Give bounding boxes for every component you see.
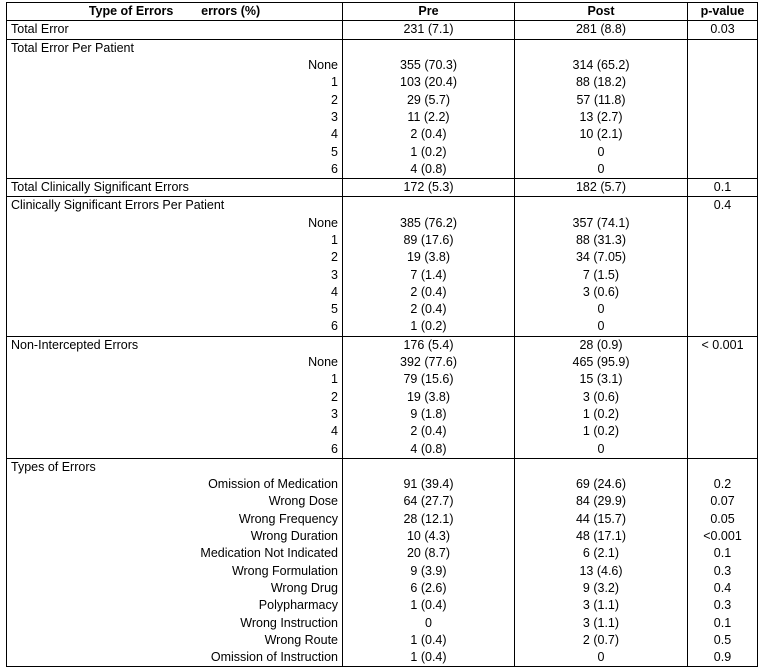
table-row [7,249,758,266]
table-header [7,3,758,21]
p-value [688,318,758,336]
p-value: <0.001 [688,528,758,545]
p-value [688,406,758,423]
table-row [7,74,758,91]
header-p-value: p-value [688,3,758,21]
post-value: 1 (0.2) [515,406,688,423]
row-label: None [7,215,343,232]
post-value: 57 (11.8) [515,91,688,108]
post-value: 84 (29.9) [515,493,688,510]
post-value: 34 (7.05) [515,249,688,266]
pre-value: 19 (3.8) [343,389,515,406]
row-label: Omission of Instruction [7,649,343,667]
pre-value: 231 (7.1) [343,21,515,39]
row-label: Types of Errors [7,458,343,476]
row-label: Wrong Formulation [7,563,343,580]
table-row [7,215,758,232]
pre-value: 20 (8.7) [343,545,515,562]
p-value: 0.3 [688,597,758,614]
p-value [688,371,758,388]
pre-value: 1 (0.4) [343,649,515,667]
pre-value: 2 (0.4) [343,301,515,318]
post-value: 0 [515,301,688,318]
p-value [688,389,758,406]
pre-value: 7 (1.4) [343,266,515,283]
p-value [688,249,758,266]
row-label: Clinically Significant Errors Per Patient [7,197,343,215]
pre-value: 29 (5.7) [343,91,515,108]
post-value: 3 (0.6) [515,389,688,406]
row-label: Omission of Medication [7,476,343,493]
table-row [7,423,758,440]
pre-value: 1 (0.2) [343,143,515,160]
row-label: Medication Not Indicated [7,545,343,562]
row-label: 5 [7,301,343,318]
pre-value: 2 (0.4) [343,423,515,440]
row-label: Total Error [7,21,343,39]
row-label: Total Clinically Significant Errors [7,178,343,196]
p-value [688,232,758,249]
table-row [7,440,758,458]
p-value: 0.1 [688,614,758,631]
post-value: 182 (5.7) [515,178,688,196]
row-label: 1 [7,74,343,91]
post-value: 13 (4.6) [515,563,688,580]
row-label: Wrong Frequency [7,511,343,528]
table-row [7,336,758,354]
p-value [688,91,758,108]
p-value [688,266,758,283]
table-row [7,197,758,215]
p-value: 0.07 [688,493,758,510]
p-value: 0.4 [688,580,758,597]
pre-value: 1 (0.2) [343,318,515,336]
row-label: 3 [7,266,343,283]
pre-value: 355 (70.3) [343,57,515,74]
p-value [688,354,758,371]
post-value: 0 [515,143,688,160]
pre-value [343,458,515,476]
post-value: 0 [515,649,688,667]
post-value: 281 (8.8) [515,21,688,39]
table-row [7,232,758,249]
header-type-of-errors: Type of Errors errors (%) [7,3,343,21]
pre-value: 28 (12.1) [343,511,515,528]
row-label: Non-Intercepted Errors [7,336,343,354]
table-row [7,21,758,39]
pre-value: 1 (0.4) [343,632,515,649]
error-table [6,2,758,667]
table-row [7,371,758,388]
post-value: 10 (2.1) [515,126,688,143]
post-value: 3 (1.1) [515,597,688,614]
table-row [7,406,758,423]
post-value: 465 (95.9) [515,354,688,371]
row-label: Wrong Drug [7,580,343,597]
row-label: Wrong Dose [7,493,343,510]
table-row [7,580,758,597]
p-value: 0.3 [688,563,758,580]
p-value: 0.5 [688,632,758,649]
row-label: 4 [7,423,343,440]
table-row [7,528,758,545]
table-row [7,91,758,108]
table-row [7,39,758,57]
post-value: 0 [515,440,688,458]
p-value [688,57,758,74]
header-row [7,3,758,21]
post-value: 69 (24.6) [515,476,688,493]
p-value [688,440,758,458]
row-label: 2 [7,91,343,108]
row-label: 5 [7,143,343,160]
post-value: 28 (0.9) [515,336,688,354]
row-label: Wrong Duration [7,528,343,545]
post-value: 3 (0.6) [515,284,688,301]
table-row [7,476,758,493]
row-label: 6 [7,318,343,336]
p-value: 0.4 [688,197,758,215]
post-value [515,39,688,57]
p-value [688,126,758,143]
pre-value: 9 (1.8) [343,406,515,423]
pre-value [343,197,515,215]
pre-value: 392 (77.6) [343,354,515,371]
pre-value: 176 (5.4) [343,336,515,354]
p-value: 0.1 [688,178,758,196]
table-row [7,318,758,336]
post-value: 0 [515,318,688,336]
row-label: 6 [7,440,343,458]
post-value: 88 (31.3) [515,232,688,249]
table-row [7,143,758,160]
table-row [7,545,758,562]
pre-value: 10 (4.3) [343,528,515,545]
pre-value [343,39,515,57]
p-value [688,39,758,57]
post-value: 2 (0.7) [515,632,688,649]
p-value [688,423,758,440]
p-value [688,284,758,301]
row-label: 3 [7,406,343,423]
table-row [7,511,758,528]
table-row [7,284,758,301]
table-row [7,563,758,580]
pre-value: 79 (15.6) [343,371,515,388]
post-value: 7 (1.5) [515,266,688,283]
post-value: 48 (17.1) [515,528,688,545]
p-value: 0.1 [688,545,758,562]
pre-value: 91 (39.4) [343,476,515,493]
post-value: 6 (2.1) [515,545,688,562]
pre-value: 2 (0.4) [343,126,515,143]
table-row [7,614,758,631]
table-row [7,389,758,406]
table-row [7,632,758,649]
pre-value: 4 (0.8) [343,161,515,179]
table-row [7,57,758,74]
row-label: 2 [7,389,343,406]
row-label: 1 [7,232,343,249]
row-label: 6 [7,161,343,179]
pre-value: 172 (5.3) [343,178,515,196]
row-label: 4 [7,126,343,143]
table-row [7,126,758,143]
p-value: 0.9 [688,649,758,667]
row-label: Total Error Per Patient [7,39,343,57]
p-value [688,161,758,179]
row-label: 2 [7,249,343,266]
pre-value: 2 (0.4) [343,284,515,301]
table-row [7,458,758,476]
row-label: 4 [7,284,343,301]
table-row [7,597,758,614]
pre-value: 89 (17.6) [343,232,515,249]
post-value: 88 (18.2) [515,74,688,91]
table-row [7,109,758,126]
table-row [7,178,758,196]
pre-value: 1 (0.4) [343,597,515,614]
header-post: Post [515,3,688,21]
pre-value: 19 (3.8) [343,249,515,266]
p-value [688,301,758,318]
pre-value: 64 (27.7) [343,493,515,510]
table-body [7,21,758,667]
table-row [7,301,758,318]
post-value: 3 (1.1) [515,614,688,631]
post-value: 9 (3.2) [515,580,688,597]
post-value: 13 (2.7) [515,109,688,126]
post-value: 357 (74.1) [515,215,688,232]
row-label: 1 [7,371,343,388]
p-value: 0.03 [688,21,758,39]
pre-value: 103 (20.4) [343,74,515,91]
p-value: 0.05 [688,511,758,528]
pre-value: 11 (2.2) [343,109,515,126]
post-value [515,197,688,215]
post-value: 15 (3.1) [515,371,688,388]
p-value [688,109,758,126]
row-label: 3 [7,109,343,126]
table-row [7,493,758,510]
pre-value: 9 (3.9) [343,563,515,580]
post-value: 314 (65.2) [515,57,688,74]
row-label: Wrong Instruction [7,614,343,631]
pre-value: 6 (2.6) [343,580,515,597]
pre-value: 0 [343,614,515,631]
table-row [7,649,758,667]
row-label: Wrong Route [7,632,343,649]
p-value: 0.2 [688,476,758,493]
row-label: None [7,57,343,74]
table-row [7,354,758,371]
p-value [688,215,758,232]
post-value: 0 [515,161,688,179]
p-value: < 0.001 [688,336,758,354]
p-value [688,74,758,91]
header-pre: Pre [343,3,515,21]
table-row [7,161,758,179]
pre-value: 385 (76.2) [343,215,515,232]
pre-value: 4 (0.8) [343,440,515,458]
row-label: Polypharmacy [7,597,343,614]
p-value [688,143,758,160]
p-value [688,458,758,476]
row-label: None [7,354,343,371]
post-value: 1 (0.2) [515,423,688,440]
post-value [515,458,688,476]
table-row [7,266,758,283]
post-value: 44 (15.7) [515,511,688,528]
